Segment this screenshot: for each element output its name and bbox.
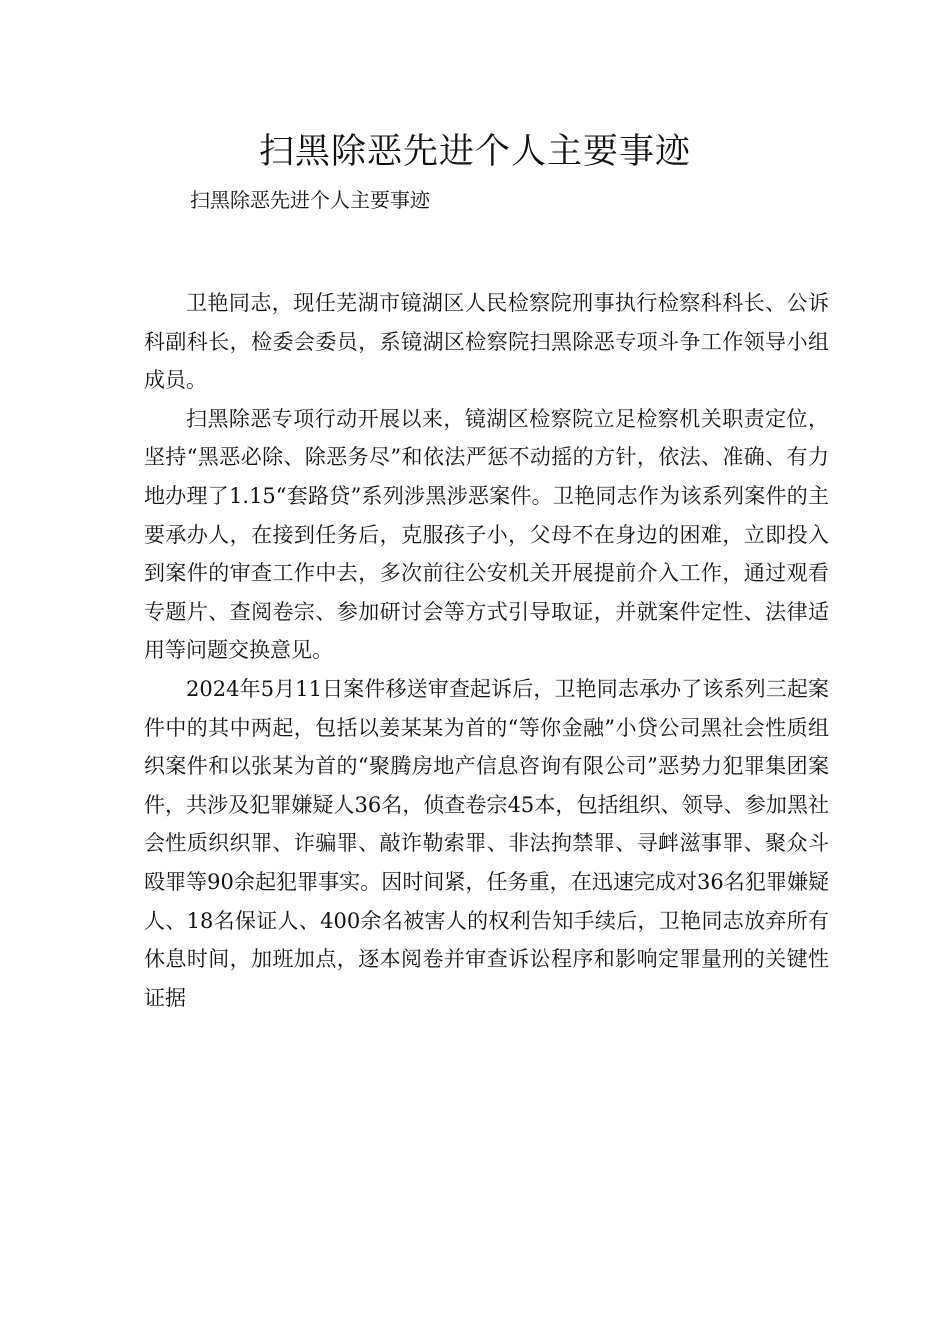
paragraph-1: 卫艳同志，现任芜湖市镜湖区人民检察院刑事执行检察科科长、公诉科副科长，检委会委员，系镜湖区检察院扫黑除恶专项斗争工作领导小组成员。 bbox=[144, 291, 829, 393]
paragraph-3: 2024年5月11日案件移送审查起诉后，卫艳同志承办了该系列三起案件中的其中两起，包括以姜某某为首的“等你金融”小贷公司黑社会性质组织案件和以张某为首的“聚腾房地产信息咨询有限公司”恶势力犯罪集团案件，共涉及犯罪嫌疑人36名，侦查卷宗45本，包括组织、领导、参加黑社会性质织织罪、诈骗罪、敲诈勒索罪、非法拘禁罪、寻衅滋事罪、聚众斗殴罪等90余起犯罪事实。因时间紧，任务重，在迅速完成对36名犯罪嫌疑人、18名保证人、400余名被害人的权利告知手续后，卫艳同志放弃所有休息时间，加班加点，逐本阅卷并审查诉讼程序和影响定罪量刑的关键性证据 bbox=[144, 676, 829, 1010]
document-subtitle: 扫黑除恶先进个人主要事迹 bbox=[190, 188, 430, 212]
document-body bbox=[144, 284, 829, 1017]
paragraph-2: 扫黑除恶专项行动开展以来，镜湖区检察院立足检察机关职责定位，坚持“黑恶必除、除恶务尽”和依法严惩不动摇的方针，依法、准确、有力地办理了1.15“套路贷”系列涉黑涉恶案件。卫艳同志作为该系列案件的主要承办人，在接到任务后，克服孩子小，父母不在身边的困难，立即投入到案件的审查工作中去，多次前往公安机关开展提前介入工作，通过观看专题片、查阅卷宗、参加研讨会等方式引导取证，并就案件定性、法律适用等问题交换意见。 bbox=[144, 406, 829, 663]
document-title: 扫黑除恶先进个人主要事迹 bbox=[258, 132, 691, 172]
